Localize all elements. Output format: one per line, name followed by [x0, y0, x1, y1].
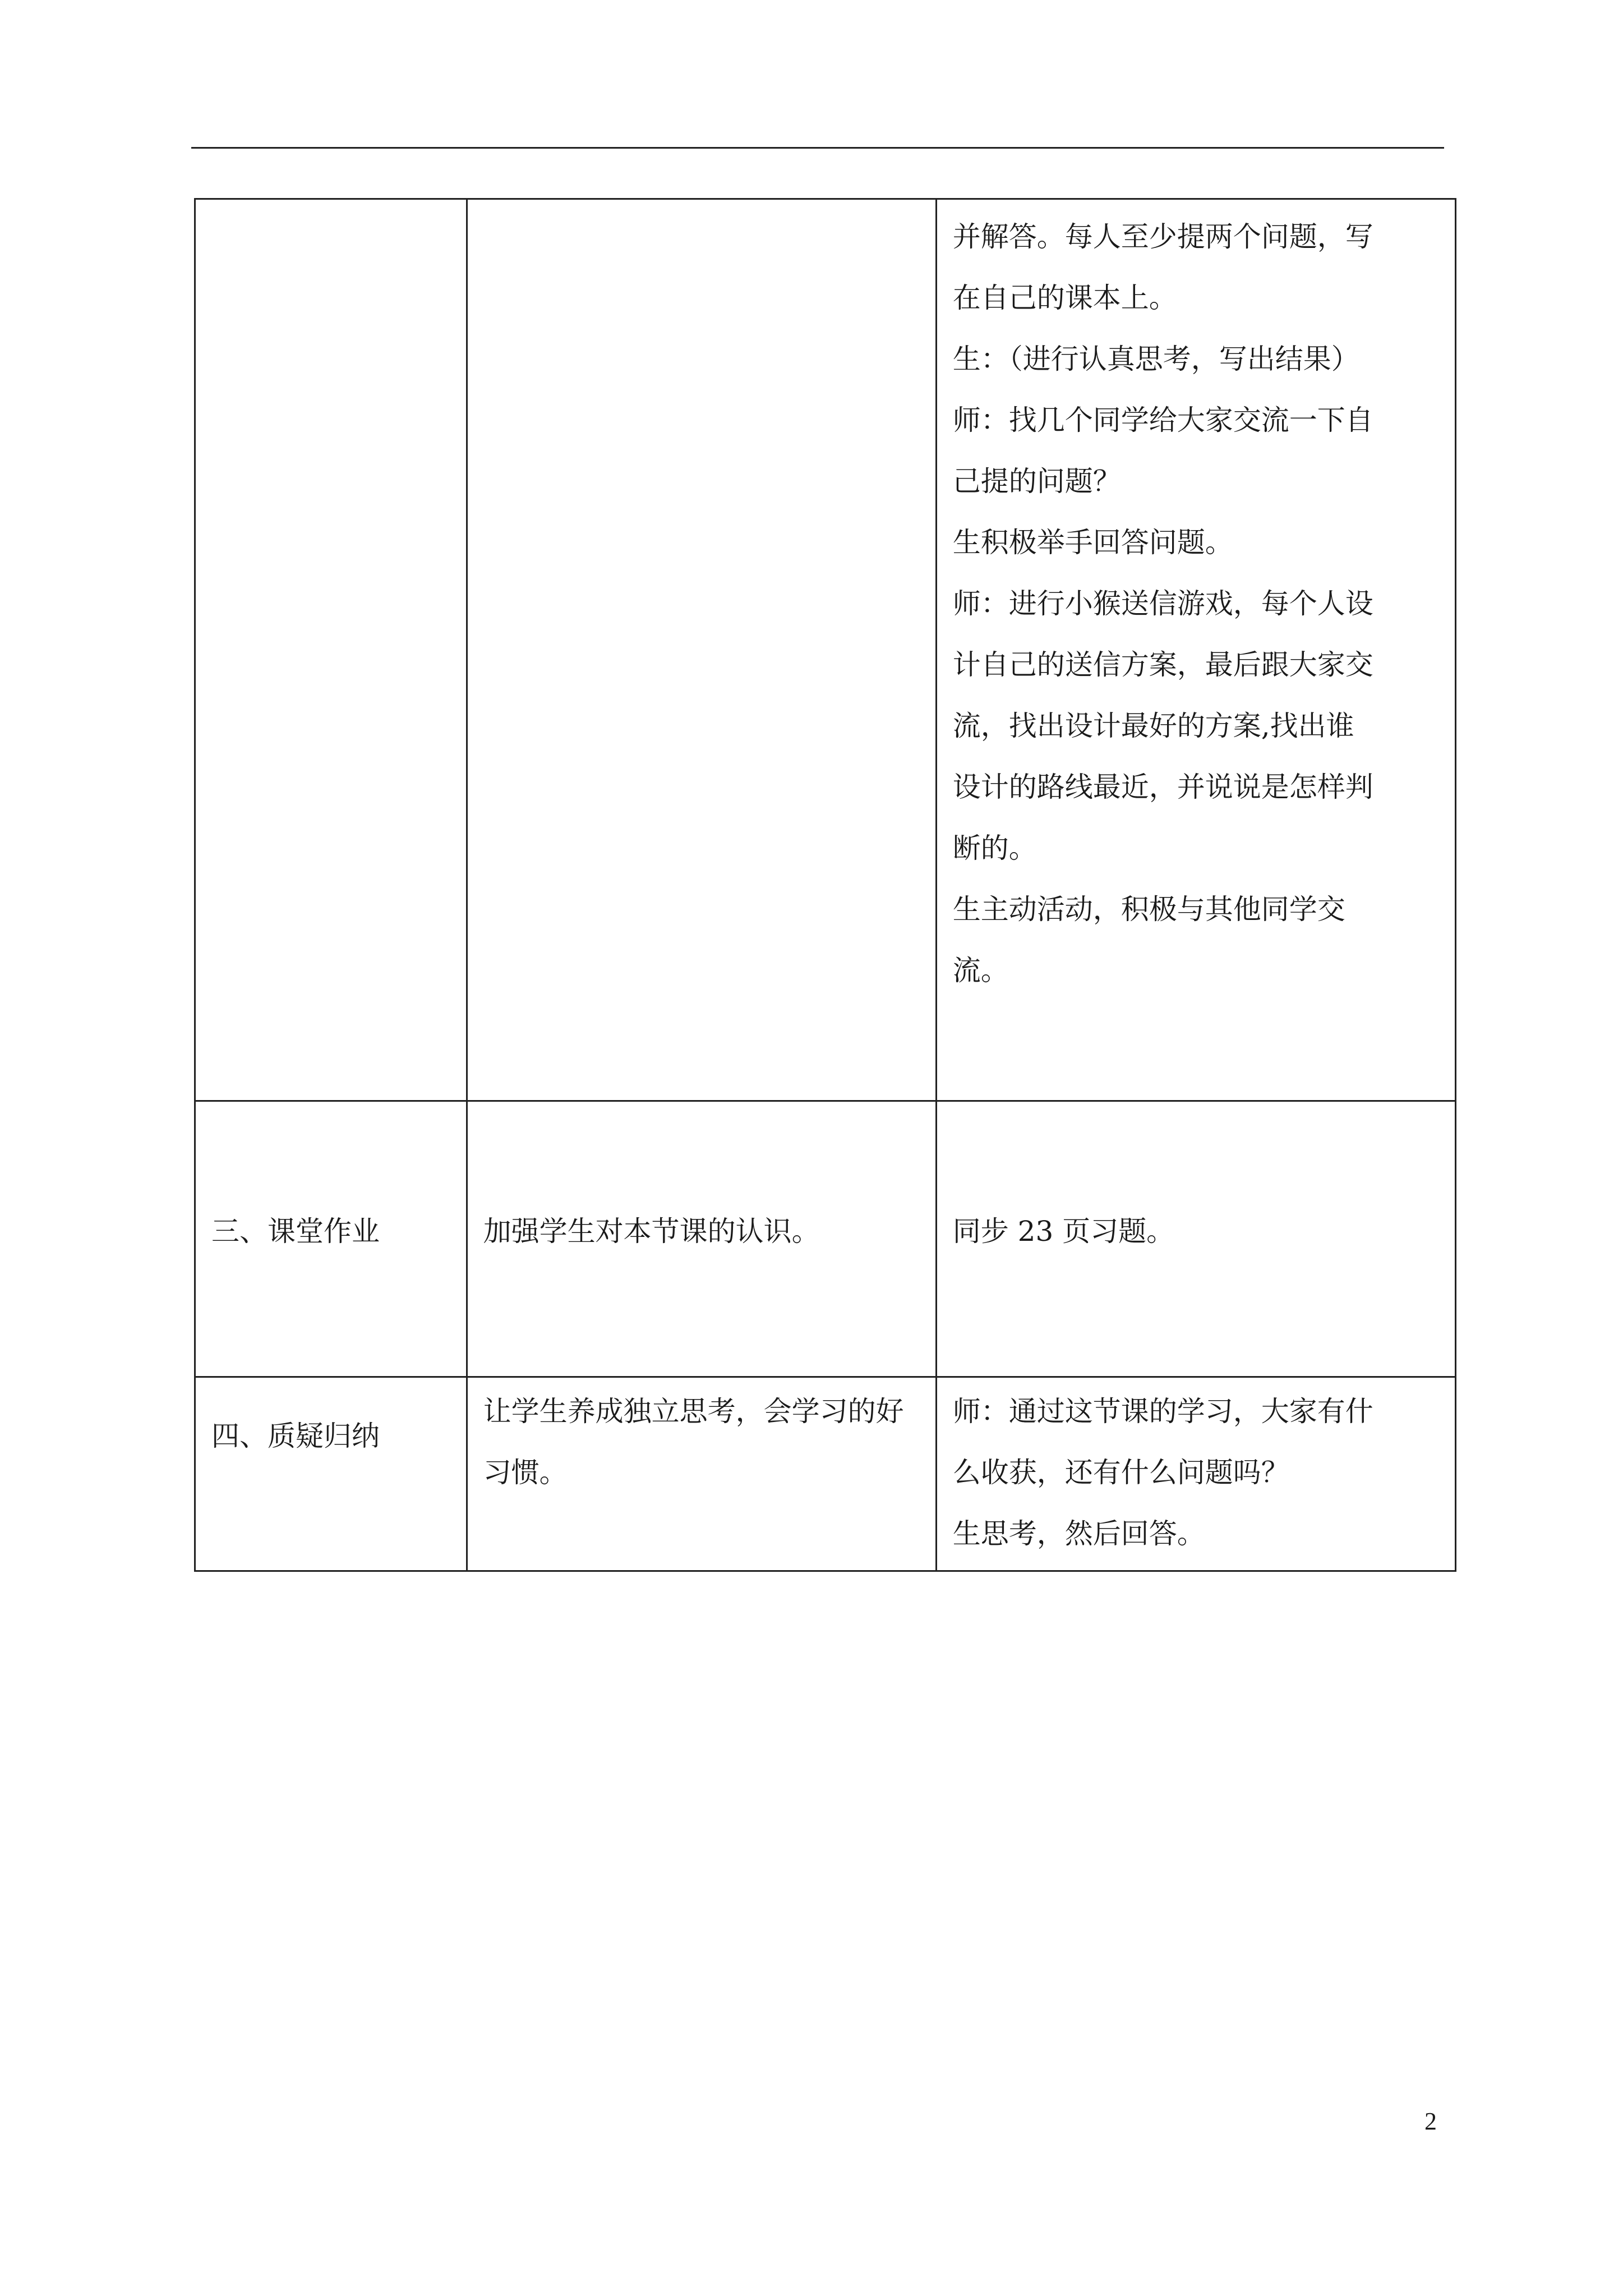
activity-cell	[936, 199, 1455, 1101]
activity-line: 计自己的送信方案，最后跟大家交	[952, 648, 1373, 681]
activity-line: 己提的问题？	[952, 465, 1121, 498]
lesson-plan-table	[194, 198, 1456, 1572]
activity-line: 生：（进行认真思考，写出结果）	[952, 343, 1359, 375]
intent-cell	[467, 199, 936, 1101]
table-row	[195, 1377, 1456, 1571]
activity-text	[937, 1102, 1455, 1262]
intent-line: 习惯。	[483, 1456, 568, 1489]
activity-line: 生主动活动，积极与其他同学交	[952, 893, 1345, 926]
activity-line: 生积极举手回答问题。	[952, 526, 1233, 559]
intent-line: 加强学生对本节课的认识。	[483, 1215, 820, 1248]
activity-line: 么收获，还有什么问题吗？	[952, 1456, 1289, 1489]
header-rule	[191, 147, 1444, 149]
intent-text	[468, 1102, 935, 1262]
stage-label	[196, 200, 466, 206]
intent-line: 让学生养成独立思考，会学习的好	[483, 1395, 904, 1428]
stage-cell	[195, 199, 467, 1101]
activity-line: 师：通过这节课的学习，大家有什	[952, 1395, 1373, 1428]
activity-line: 师：进行小猴送信游戏，每个人设	[952, 587, 1373, 620]
activity-line: 断的。	[952, 832, 1037, 864]
table-row	[195, 199, 1456, 1101]
activity-text	[937, 1378, 1455, 1565]
stage-label: 三、课堂作业	[211, 1215, 380, 1248]
activity-cell	[936, 1101, 1455, 1377]
activity-line: 生思考，然后回答。	[952, 1517, 1205, 1550]
page-number: 2	[1424, 2108, 1437, 2135]
activity-line: 同步 23 页习题。	[952, 1215, 1175, 1248]
activity-line: 在自己的课本上。	[952, 282, 1177, 314]
activity-line: 流，找出设计最好的方案,找出谁	[952, 710, 1354, 742]
intent-cell	[467, 1377, 936, 1571]
activity-line: 流。	[952, 954, 1009, 987]
table-row	[195, 1101, 1456, 1377]
stage-cell	[195, 1101, 467, 1377]
stage-cell	[195, 1377, 467, 1571]
activity-line: 并解答。每人至少提两个问题，写	[952, 220, 1373, 253]
activity-line: 师：找几个同学给大家交流一下自	[952, 404, 1373, 436]
activity-text	[937, 200, 1455, 1001]
activity-cell	[936, 1377, 1455, 1571]
intent-text	[468, 1378, 935, 1503]
stage-label: 四、质疑归纳	[211, 1420, 380, 1452]
activity-line: 设计的路线最近，并说说是怎样判	[952, 771, 1373, 803]
intent-cell	[467, 1101, 936, 1377]
intent-text	[468, 200, 935, 206]
